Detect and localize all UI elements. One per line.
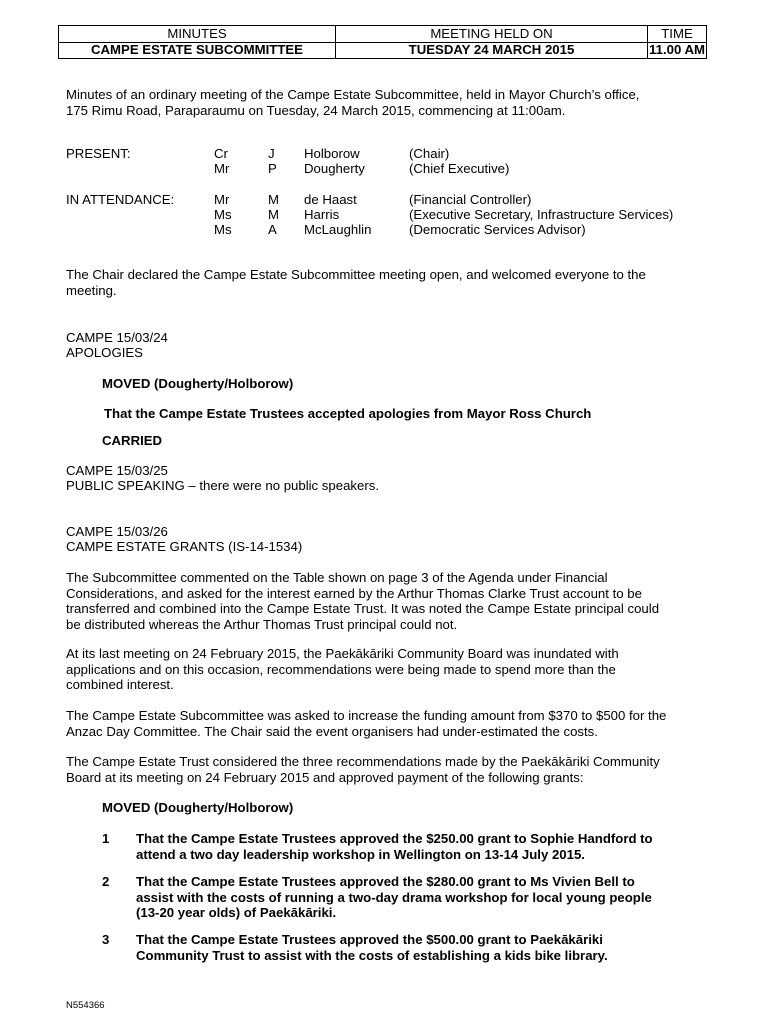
header-time-column xyxy=(648,26,706,58)
attendee-role: (Chair) xyxy=(409,146,450,161)
header-meeting-date-column xyxy=(336,26,648,58)
paragraph-line: The Campe Estate Subcommittee was asked to increase the funding amount from $370 to $500 for the xyxy=(66,708,667,723)
header-meeting-label: MEETING HELD ON xyxy=(336,26,647,43)
resolution-line: (13-20 year olds) of Paekākāriki. xyxy=(136,905,337,920)
paragraph-line: applications and on this occasion, recommendations were being made to spend more than the xyxy=(66,661,616,677)
item-reference: CAMPE 15/03/25 xyxy=(66,463,168,478)
paragraph-line: Anzac Day Committee. The Chair said the event organisers had under-estimated the costs. xyxy=(66,723,598,739)
paragraph-line: Board at its meeting on 24 February 2015 and approved payment of the following grants: xyxy=(66,769,584,785)
grants-paragraph-1 xyxy=(66,570,721,632)
attendee-initial: M xyxy=(268,207,279,222)
present-label: PRESENT: xyxy=(66,146,131,161)
paragraph-line: Considerations, and asked for the interest earned by the Arthur Thomas Clarke Trust account to be xyxy=(66,585,642,601)
attendee-title: Ms xyxy=(214,222,232,237)
document-id: N554366 xyxy=(66,1000,105,1011)
resolution-text xyxy=(136,932,704,963)
grants-paragraph-3 xyxy=(66,708,721,739)
opening-paragraph xyxy=(66,267,721,298)
resolution-line: Community Trust to assist with the costs of establishing a kids bike library. xyxy=(136,947,608,963)
carried-label: CARRIED xyxy=(102,433,163,448)
attendee-surname: Holborow xyxy=(304,146,360,161)
moved-statement: MOVED (Dougherty/Holborow) xyxy=(102,800,294,815)
item-title: APOLOGIES xyxy=(66,345,143,360)
grants-paragraph-4 xyxy=(66,754,721,785)
attendance-label: IN ATTENDANCE: xyxy=(66,192,175,207)
item-title: PUBLIC SPEAKING – there were no public speakers. xyxy=(66,478,379,493)
attendee-title: Mr xyxy=(214,192,230,207)
attendee-role: (Democratic Services Advisor) xyxy=(409,222,586,237)
resolution-text xyxy=(136,831,704,862)
item-reference: CAMPE 15/03/26 xyxy=(66,524,168,539)
intro-paragraph xyxy=(66,87,721,118)
intro-line: 175 Rimu Road, Paraparaumu on Tuesday, 24 March 2015, commencing at 11:00am. xyxy=(66,102,566,118)
resolution-line: That the Campe Estate Trustees approved the $500.00 grant to Paekākāriki xyxy=(136,932,603,947)
attendee-surname: Harris xyxy=(304,207,340,222)
paragraph-line: The Subcommittee commented on the Table shown on page 3 of the Agenda under Financial xyxy=(66,570,608,585)
attendee-initial: A xyxy=(268,222,277,237)
resolution-number: 3 xyxy=(102,932,110,947)
attendee-role: (Financial Controller) xyxy=(409,192,532,207)
attendee-initial: M xyxy=(268,192,279,207)
item-reference: CAMPE 15/03/24 xyxy=(66,330,168,345)
resolution-line: assist with the costs of running a two-day drama workshop for local young people xyxy=(136,889,652,905)
resolution-line: attend a two day leadership workshop in Wellington on 13-14 July 2015. xyxy=(136,846,585,862)
resolution-text xyxy=(136,874,704,921)
attendee-title: Mr xyxy=(214,161,230,176)
attendee-initial: J xyxy=(268,146,275,161)
item-title: CAMPE ESTATE GRANTS (IS-14-1534) xyxy=(66,539,303,554)
paragraph-line: be distributed whereas the Arthur Thomas Trust principal could not. xyxy=(66,616,458,632)
intro-line: Minutes of an ordinary meeting of the Campe Estate Subcommittee, held in Mayor Church’s office, xyxy=(66,87,640,102)
attendee-initial: P xyxy=(268,161,277,176)
resolution-line: That the Campe Estate Trustees approved the $280.00 grant to Ms Vivien Bell to xyxy=(136,874,635,889)
moved-statement: MOVED (Dougherty/Holborow) xyxy=(102,376,294,391)
resolution-number: 2 xyxy=(102,874,110,889)
paragraph-line: combined interest. xyxy=(66,677,174,692)
grants-paragraph-2 xyxy=(66,646,721,693)
header-minutes-column xyxy=(59,26,336,58)
header-minutes-label: MINUTES xyxy=(59,26,335,43)
attendee-role: (Chief Executive) xyxy=(409,161,510,176)
header-table xyxy=(58,25,707,59)
paragraph-line: The Campe Estate Trust considered the three recommendations made by the Paekākāriki Community xyxy=(66,754,660,769)
header-meeting-date: TUESDAY 24 MARCH 2015 xyxy=(408,42,575,57)
header-time-value: 11.00 AM xyxy=(649,42,705,57)
header-committee-name: CAMPE ESTATE SUBCOMMITTEE xyxy=(91,42,303,57)
attendee-title: Ms xyxy=(214,207,232,222)
paragraph-line: transferred and combined into the Campe Estate Trust. It was noted the Campe Estate principal could xyxy=(66,601,660,616)
attendee-role: (Executive Secretary, Infrastructure Services) xyxy=(409,207,674,222)
attendee-surname: McLaughlin xyxy=(304,222,372,237)
resolution-text: That the Campe Estate Trustees accepted apologies from Mayor Ross Church xyxy=(104,406,592,421)
resolution-number: 1 xyxy=(102,831,110,846)
resolution-line: That the Campe Estate Trustees approved the $250.00 grant to Sophie Handford to xyxy=(136,831,653,846)
paragraph-line: At its last meeting on 24 February 2015, the Paekākāriki Community Board was inundated with xyxy=(66,646,619,661)
opening-line: The Chair declared the Campe Estate Subcommittee meeting open, and welcomed everyone to the xyxy=(66,267,646,282)
attendee-title: Cr xyxy=(214,146,228,161)
opening-line: meeting. xyxy=(66,282,117,298)
header-time-label: TIME xyxy=(648,26,706,43)
attendee-surname: de Haast xyxy=(304,192,357,207)
attendee-surname: Dougherty xyxy=(304,161,365,176)
